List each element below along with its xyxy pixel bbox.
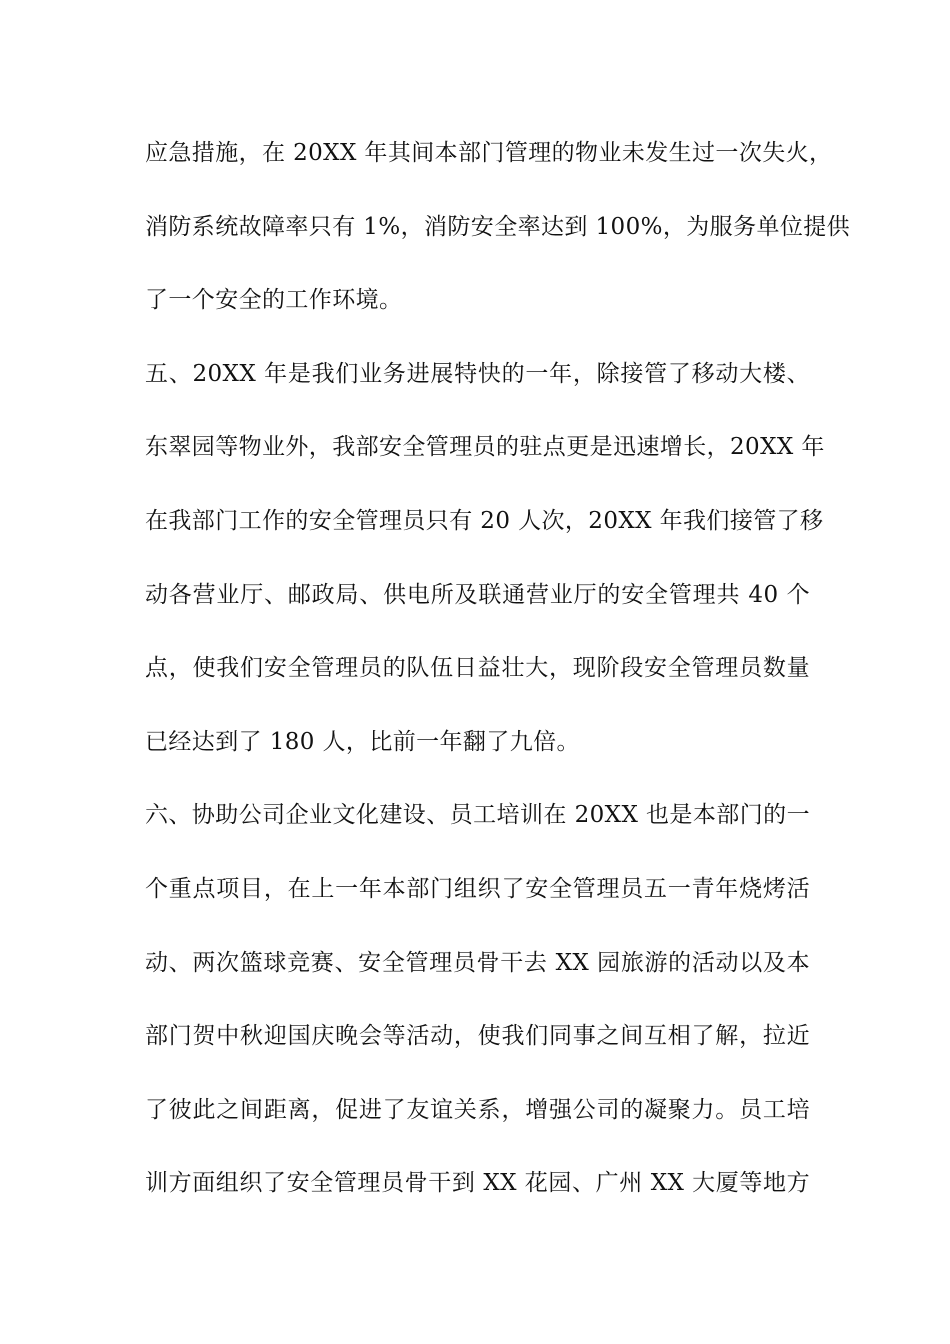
text-line: 消防系统故障率只有 1%，消防安全率达到 100%，为服务单位提供 [145,213,851,240]
text-line: 六、协助公司企业文化建设、员工培训在 20XX 也是本部门的一 [145,802,810,829]
text-line: 了一个安全的工作环境。 [145,287,403,314]
text-line: 个重点项目，在上一年本部门组织了安全管理员五一青年烧烤活 [145,875,810,902]
text-line: 动、两次篮球竞赛、安全管理员骨干去 XX 园旅游的活动以及本 [145,949,810,976]
document-body [145,127,851,1231]
text-line: 已经达到了 180 人，比前一年翻了九倍。 [145,728,580,755]
text-line: 点，使我们安全管理员的队伍日益壮大，现阶段安全管理员数量 [145,655,810,682]
text-line: 在我部门工作的安全管理员只有 20 人次，20XX 年我们接管了移 [145,507,824,534]
text-line: 五、20XX 年是我们业务进展特快的一年，除接管了移动大楼、 [145,360,810,387]
text-line: 了彼此之间距离，促进了友谊关系，增强公司的凝聚力。员工培 [145,1096,810,1123]
text-line: 东翠园等物业外，我部安全管理员的驻点更是迅速增长，20XX 年 [145,434,825,461]
text-line: 应急措施，在 20XX 年其间本部门管理的物业未发生过一次失火， [145,140,833,166]
text-line: 训方面组织了安全管理员骨干到 XX 花园、广州 XX 大厦等地方 [145,1170,810,1197]
text-line: 部门贺中秋迎国庆晚会等活动，使我们同事之间互相了解，拉近 [145,1023,810,1050]
text-line: 动各营业厅、邮政局、供电所及联通营业厅的安全管理共 40 个 [145,581,810,608]
